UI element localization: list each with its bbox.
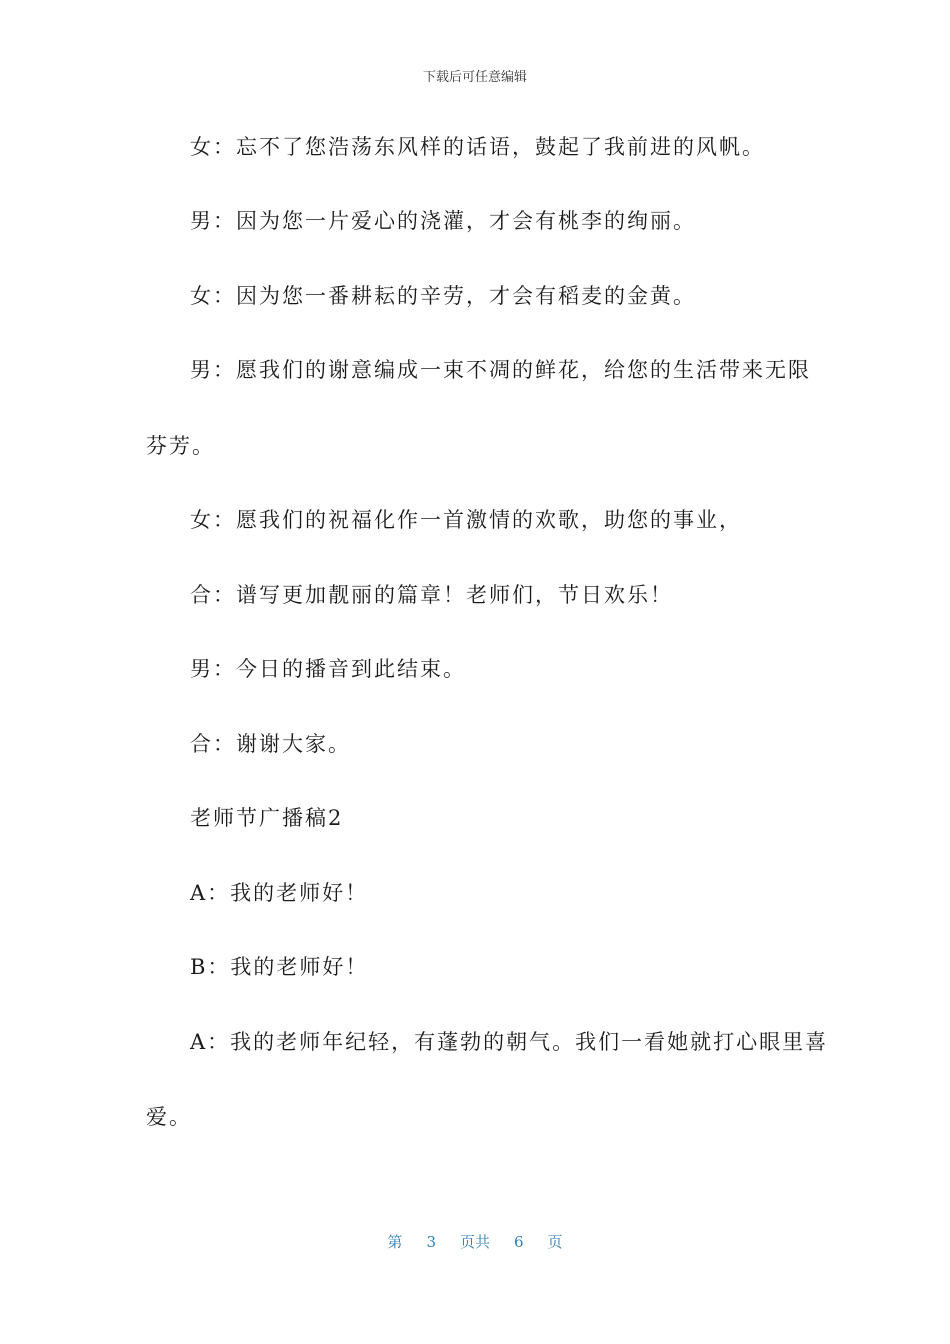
text-line: 男：今日的播音到此结束。 [190,657,466,681]
footer-total-pages: 6 [514,1233,524,1251]
text-line: 男：因为您一片爱心的浇灌，才会有桃李的绚丽。 [190,209,696,233]
footer-current-page: 3 [426,1233,436,1251]
text-line: A：我的老师好！ [190,881,369,905]
page-footer [0,1231,950,1252]
footer-middle: 页共 [459,1233,490,1251]
text-line: 芬芳。 [146,434,215,458]
text-line: 女：愿我们的祝福化作一首激情的欢歌，助您的事业， [190,508,742,532]
footer-suffix: 页 [547,1233,563,1251]
text-line: 爱。 [146,1105,192,1129]
section-heading: 老师节广播稿2 [190,806,344,830]
text-line: 女：因为您一番耕耘的辛劳，才会有稻麦的金黄。 [190,284,696,308]
text-line: A：我的老师年纪轻，有蓬勃的朝气。我们一看她就打心眼里喜 [190,1030,829,1054]
footer-prefix: 第 [387,1233,403,1251]
text-line: 女：忘不了您浩荡东风样的话语，鼓起了我前进的风帆。 [190,135,765,159]
text-line: 合：谢谢大家。 [190,732,351,756]
text-line: B：我的老师好！ [190,955,369,979]
text-line: 合：谱写更加靓丽的篇章！老师们，节日欢乐！ [190,583,673,607]
text-line: 男：愿我们的谢意编成一束不凋的鲜花，给您的生活带来无限 [190,358,811,382]
header-note: 下载后可任意编辑 [422,70,527,85]
